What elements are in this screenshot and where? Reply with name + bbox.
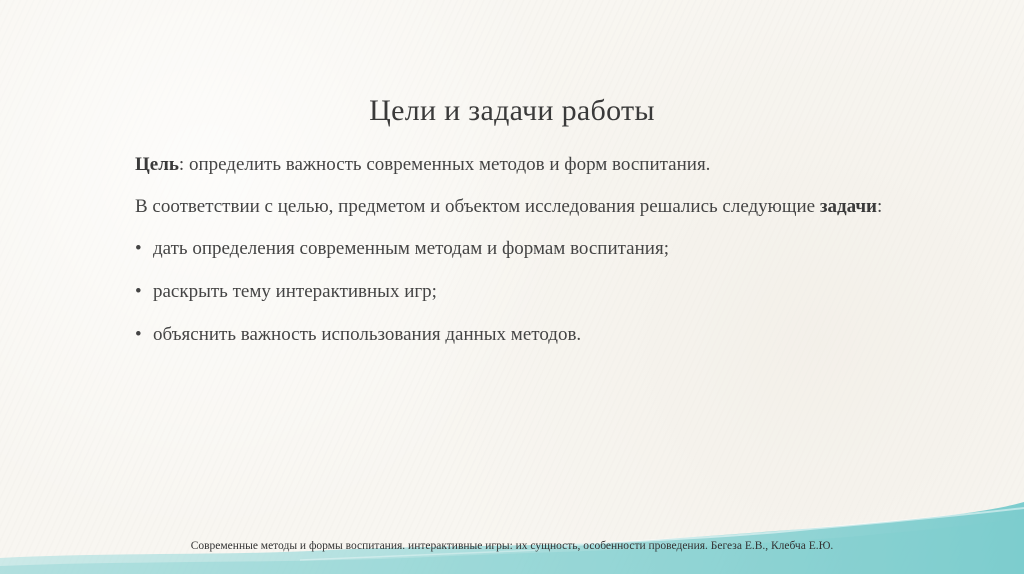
goal-label: Цель xyxy=(135,154,179,175)
list-item-text: раскрыть тему интерактивных игр; xyxy=(153,281,437,302)
slide-content xyxy=(135,153,895,366)
tasks-intro-paragraph xyxy=(135,195,895,218)
tasks-label: задачи xyxy=(819,196,878,217)
goal-paragraph xyxy=(135,153,895,176)
goal-text: : определить важность современных методов и форм воспитания. xyxy=(178,154,711,175)
list-item xyxy=(135,237,895,260)
slide-footer: Современные методы и формы воспитания. интерактивные игры: их сущность, особенности проведения. Бегеза Е.В., Клебча Е.Ю. xyxy=(190,540,834,552)
bullet-icon: • xyxy=(135,281,142,302)
list-item-text: дать определения современным методам и формам воспитания; xyxy=(153,238,669,259)
list-item xyxy=(135,323,895,346)
tasks-intro-text: В соответствии с целью, предметом и объектом исследования решались следующие xyxy=(135,196,820,217)
watercolor-wash-decoration xyxy=(0,494,1024,574)
bullet-icon: • xyxy=(135,238,142,259)
list-item xyxy=(135,280,895,303)
list-item-text: объяснить важность использования данных методов. xyxy=(153,324,582,345)
bullet-icon: • xyxy=(135,324,142,345)
tasks-intro-suffix: : xyxy=(877,196,883,217)
slide-title: Цели и задачи работы xyxy=(369,94,655,127)
